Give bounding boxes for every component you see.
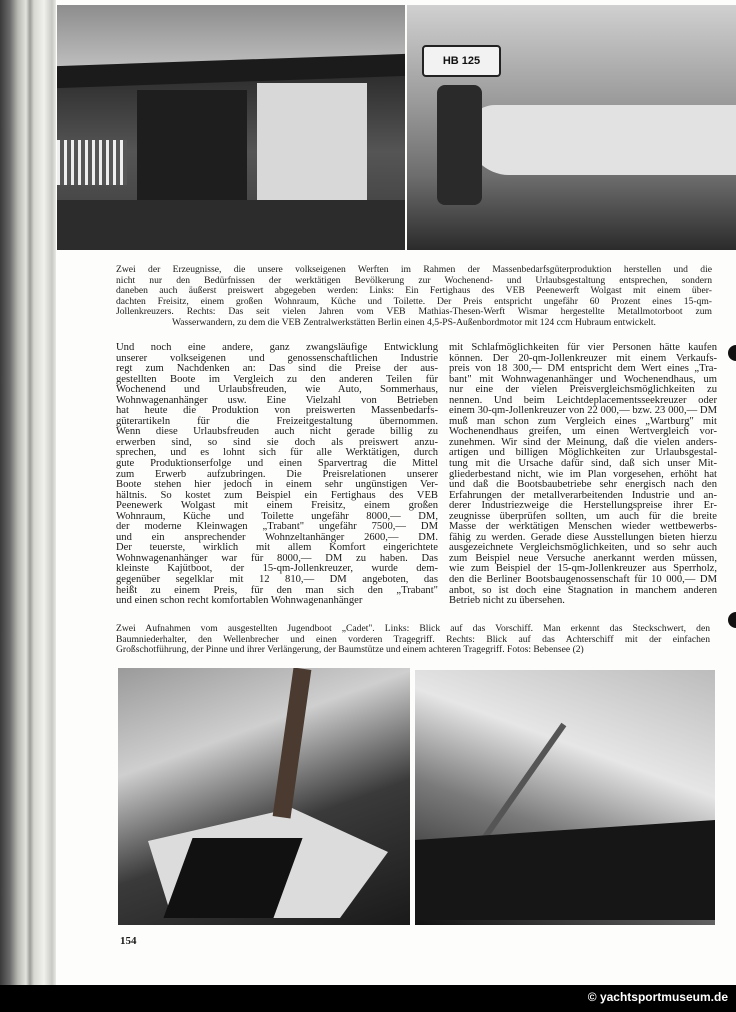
text-line: Wasserwandern, zu dem die VEB Zentralwerkstätten Berlin einen 4,5-PS-Außenbordmotor mit 124 ccm Hubraum entwickelt. [172,316,656,328]
text-line: Wochenendhaus greifen, um einen Wertvergleich vor- [449,426,717,438]
text-line: Betrieb nicht zu übersehen. [449,595,565,607]
text-line: regt zum Nachdenken an: Das sind die Preise der aus- [116,363,438,375]
book-binding-edge [0,0,56,985]
photo-outboard-motor [437,85,482,205]
photo-mast [273,668,312,819]
text-line: preis von 18 300,— DM entspricht dem Wert eines „Tra- [449,363,717,375]
text-line: können. Der 20-qm-Jollenkreuzer mit einem Verkaufs- [449,352,717,364]
photo-cadet-vorschiff [118,668,410,925]
caption-top [116,265,712,329]
text-line: Großschotführung, der Pinne und ihrer Verlängerung, der Baumstütze und einem achteren Tragegriff. Fotos: Bebensee (2) [116,644,584,656]
scan-binding-hole [728,612,736,628]
text-line: Wohnraum, Küche und Toilette ungefähr 8000,— DM, [116,510,438,522]
text-line: hat heute die Produktion von preiswerten Massenbedarfs- [116,405,438,417]
photo-doorway [137,90,247,200]
article-column-left [116,343,438,607]
text-line: tung mit die Ursache dafür sind, daß sich unser Mit- [449,458,717,470]
text-line: derer Industriezweige die Herstellungspreise ihrer Er- [449,500,717,512]
footer-bar [0,985,736,1012]
photo-metallmotorboot [407,5,736,250]
text-line: Zwei der Erzeugnisse, die unsere volkseigenen Werften im Rahmen der Massenbedarfsgüterproduktion herstellen und die [116,264,712,275]
text-line: und ein ansprechender Wohnzeltanhänger 2600,— DM. [116,531,438,543]
text-line: zum Beispiel neue Versuche anerkannt werden müssen, [449,552,717,564]
watermark-text: © yachtsportmuseum.de [587,990,728,1004]
scan-binding-hole [728,345,736,361]
text-line: und daß die Bootsbaubetriebe sehr energisch nach den [449,479,717,491]
text-line: zunehmen. Wir sind der Meinung, daß die vielen anders- [449,436,717,448]
text-line: unserer volkseigenen und genossenschaftlichen Industrie [116,352,438,364]
text-line: heißt zu einem Preis, für den man sich den „Trabant" [116,584,438,596]
text-line: güterartikeln für die Freizeitgestaltung übernommen. [116,415,438,427]
caption-bottom [116,624,710,656]
text-line: gestellten Boote im Vergleich zu den anderen Teilen für [116,373,438,385]
text-line: Erfahrungen der metallverarbeitenden Industrie und an- [449,489,717,501]
text-line: Zwei Aufnahmen vom ausgestellten Jugendboot „Cadet". Links: Blick auf das Vorschiff. Man erkennt das Steckschwert, den [116,623,710,634]
text-line: Baumniederhalter, den Wellenbrecher und einen vorderen Tragegriff. Rechts: Blick auf das Achterschiff mit der einfachen [116,633,710,645]
text-line: Der teuerste, wirklich mit allem Komfort eingerichtete [116,542,438,554]
photo-wall [257,83,367,213]
text-line: Boote stehen hier jedoch in einem sehr ungünstigen Ver- [116,479,438,491]
text-line: anbot, so ist doch eine Stagnation in manchem anderen [449,584,717,596]
photo-floor [57,200,405,250]
text-line: Peenewerk Wolgast mit einem Freisitz, einem großen [116,500,438,512]
photo-cadet-achterschiff [415,670,715,925]
text-line: Masse der werktätigen Menschen wieder wettbewerbs- [449,521,717,533]
text-line: zeugnisse überprüfen sollten, um auch für die breite [449,510,717,522]
photo-stern [415,820,715,920]
text-line: bant" mit Wohnwagenanhänger und Wochenendhaus, um [449,373,717,385]
text-line: sprechen, und es lohnt sich für alle Werktätigen, durch [116,447,438,459]
text-line: kleinste Kajütboot, der 15-qm-Jollenkreuzer, wurde dem- [116,563,438,575]
text-line: und einen schon recht komfortablen Wohnwagenanhänger [116,595,363,607]
text-line: hältnis. So kostet zum Beispiel ein Fertighaus des VEB [116,489,438,501]
text-line: einem 30-qm-Jollenkreuzer von 22 000,— bzw. 23 000,— DM [449,405,717,417]
text-line: Wohnwagenanhänger usw. Eine Vielzahl von Betrieben [116,394,438,406]
text-line: ausgezeichnete Vergleichsmöglichkeiten, und so sehr auch [449,542,717,554]
text-line: Wenn diese Urlaubsfreuden auch nicht gerade billig zu [116,426,438,438]
text-line: der moderne Kleinwagen „Trabant" ungefähr 7500,— DM [116,521,438,533]
photo-boat-sign: HB 125 [422,45,501,77]
text-line: Wochenend und Urlaubsfreuden, wie Auto, Sommerhaus, [116,384,438,396]
photo-fertighaus [57,5,405,250]
text-line: artigen und billigen Möglichkeiten zur Urlaubsgestal- [449,447,717,459]
text-line: wie zum Beispiel der 15-qm-Jollenkreuzer aus Sperrholz, [449,563,717,575]
text-line: gute Produktionserfolge und einen Sparvertrag die Mittel [116,458,438,470]
photo-fence [57,140,127,185]
text-line: gegenüber segelklar mit 12 810,— DM angeboten, das [116,574,438,586]
text-line: erwerben sind, so sind sie doch als preiswert anzu- [116,436,438,448]
text-line: Und noch eine andere, ganz zwangsläufige Entwicklung [116,342,438,353]
text-line: muß man schon zum Vergleich eines „Wartburg" mit [449,415,717,427]
text-line: mit Schlafmöglichkeiten für vier Personen hätte kaufen [449,342,717,353]
text-line: den die Berliner Bootsbaugenossenschaft für 10 000,— DM [449,574,717,586]
text-line: daneben auch äußerst preiswert abgegeben werden: Links: Ein Fertighaus des VEB Peenewerft Wolgast mit einem über- [116,285,712,297]
article-column-right [449,343,717,607]
text-line: Jollenkreuzers. Rechts: Das seit vielen Jahren vom VEB Mathias-Thesen-Werft Wismar hergestellte Metallmotorboot zum [116,306,712,318]
text-line: zum Erwerb aufzubringen. Die Preisrelationen unserer [116,468,438,480]
text-line: fähig zu werden. Gerade diese Ausstellungen bieten hierzu [449,531,717,543]
text-line: gliederbestand nicht, wie im Plan vorgesehen, erhöht hat [449,468,717,480]
text-line: Wohnwagenanhänger war für 8000,— DM zu haben. Das [116,552,438,564]
text-line: dachten Freisitz, einem großen Wohnraum, Küche und Toilette. Der Preis entspricht ungefähr 60 Prozent eines 15-qm- [116,295,712,307]
page-number: 154 [120,935,137,947]
text-line: nur eine der vielen Preisvergleichsmöglichkeiten zu [449,384,717,396]
photo-boat-hull [467,105,736,175]
text-line: nennen. Und beim Leichtdeplacementsseekreuzer oder [449,394,717,406]
text-line: nicht nur den Bedürfnissen der werktätigen Bevölkerung zur Wochenend- und Urlaubsgestaltung entsprechen, sondern [116,274,712,286]
